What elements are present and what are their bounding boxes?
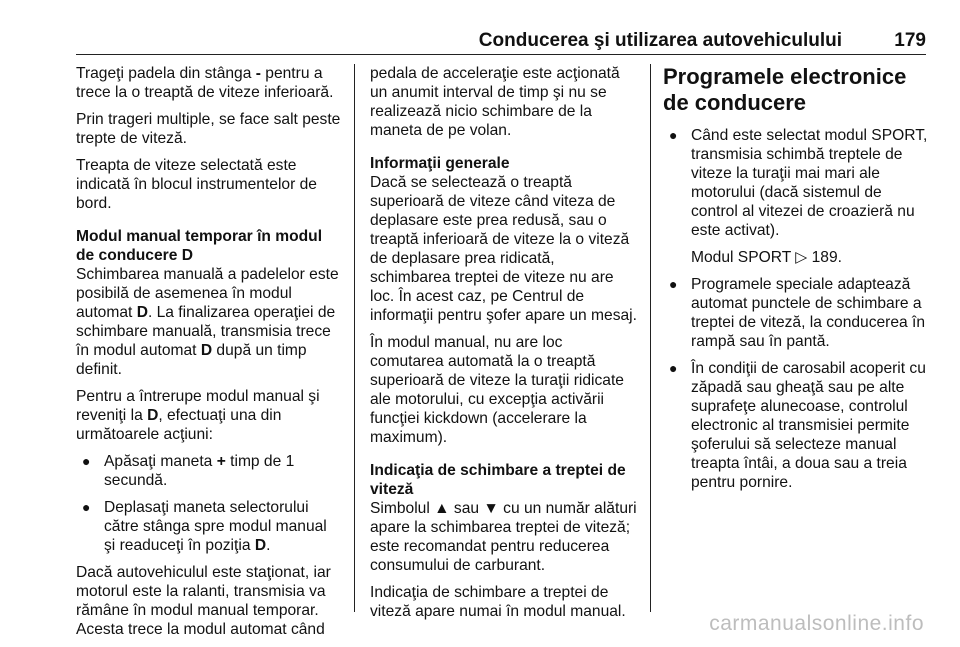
section-title: Programele electronice de conducere (663, 64, 907, 115)
bullet-list (76, 452, 342, 555)
shift-down-icon: ▼ (483, 500, 499, 517)
cross-reference[interactable] (691, 248, 928, 267)
text: Schimbarea manuală a padelelor este posibilă de asemenea în modul automat (76, 266, 339, 321)
text: Când este selectat modul SPORT, transmisia schimbă treptele de viteze la turaţii mai mari ale motorului (dacă sistemul de control al vitezei de croazieră nu este activat). (691, 127, 928, 239)
bullet-icon: ● (82, 499, 91, 515)
subheading: Modul manual temporar în modul de conducere D (76, 228, 323, 264)
text: În condiţii de carosabil acoperit cu zăpadă sau gheaţă sau pe alte suprafeţe alunecoase, controlul electronic al transmisiei permite şoferului să selecteze manual treapta întâi, a doua sau a treia pentru pornire. (691, 360, 926, 491)
text: pentru a trece la o treaptă de viteze inferioară. (76, 65, 334, 101)
paragraph: pedala de acceleraţie este acţionată un anumit interval de timp şi nu se realizează nicio schimbare de la maneta de pe volan. (370, 65, 620, 139)
text: Simbolul (370, 500, 435, 517)
page-reference-icon: ▷ (795, 249, 808, 266)
text: , efectuaţi una din următoarele acţiuni: (76, 407, 282, 443)
text: Pentru a întrerupe modul manual şi reveniţi la (76, 388, 320, 424)
bullet-icon: ● (669, 360, 678, 376)
paragraph (76, 64, 342, 102)
section-block (370, 461, 638, 575)
column-divider-1 (354, 64, 355, 612)
list-item (663, 275, 928, 351)
text: după un timp definit. (76, 342, 307, 378)
column-3 (663, 64, 928, 500)
subheading: Informaţii generale (370, 155, 510, 172)
mode-d: D (136, 304, 148, 321)
mode-d: D (200, 342, 213, 359)
list-item (76, 452, 342, 490)
column-2 (370, 64, 638, 629)
section-block (370, 154, 638, 325)
header-title: Conducerea şi utilizarea autovehiculului (478, 30, 842, 51)
shift-up-icon: ▲ (434, 500, 450, 517)
paragraph: Prin trageri multiple, se face salt peste trepte de viteză. (76, 111, 341, 147)
text: Deplasaţi maneta selectorului către stânga spre modul manual şi readuceţi în poziţia (104, 499, 327, 554)
text: . La finalizarea operaţiei de schimbare manuală, transmisia trece în modul automat (76, 304, 336, 359)
text: Programele speciale adaptează automat punctele de schimbare a treptei de viteză, la conducerea în rampă sau în pantă. (691, 276, 926, 350)
text: 189. (807, 249, 842, 266)
text: timp de 1 secundă. (104, 453, 295, 489)
section-block (76, 227, 342, 379)
list-item (663, 126, 928, 267)
mode-d: D (254, 537, 267, 554)
paragraph: Indicaţia de schimbare a treptei de viteză apare numai în modul manual. (370, 584, 626, 620)
paragraph: Dacă autovehiculul este staţionat, iar motorul este la ralanti, transmisia va rămâne în modul manual temporar. Acesta trece la modul automat când (76, 564, 331, 638)
text: sau (449, 500, 484, 517)
column-divider-2 (650, 64, 651, 612)
bullet-list (663, 126, 928, 492)
mode-d: D (147, 407, 159, 424)
plus-symbol: + (216, 453, 226, 470)
minus-symbol: - (255, 65, 261, 82)
text: Apăsaţi maneta (104, 453, 217, 470)
paragraph: În modul manual, nu are loc comutarea automată la o treaptă superioară de viteze la turaţii ridicate ale motorului, cu excepţia activării funcţiei kickdown (accelerare la maximum). (370, 334, 624, 446)
paragraph (76, 387, 342, 444)
bullet-icon: ● (669, 127, 678, 143)
paragraph: Treapta de viteze selectată este indicată în blocul instrumentelor de bord. (76, 157, 317, 212)
text: cu un număr alături apare la schimbarea treptei de viteză; este recomandat pentru reducerea consumului de carburant. (370, 500, 637, 574)
bullet-icon: ● (82, 453, 91, 469)
watermark: carmanualsonline.info (709, 612, 924, 635)
page-header (76, 26, 926, 55)
text: Modul SPORT (691, 249, 796, 266)
text: Dacă se selectează o treaptă superioară de viteze când viteza de deplasare este prea redusă, sau o treaptă inferioară de viteze la o viteză de deplasare prea ridicată, schimbarea treptei de viteze nu are loc. În acest caz, pe Centrul de informaţii pentru şofer apare un mesaj. (370, 174, 637, 324)
page-number: 179 (894, 30, 926, 51)
column-1 (76, 64, 342, 647)
subheading: Indicaţia de schimbare a treptei de viteză (370, 462, 626, 498)
text: Trageţi padela din stânga (76, 65, 256, 82)
bullet-icon: ● (669, 276, 678, 292)
list-item (76, 498, 342, 555)
text: . (266, 537, 271, 554)
list-item (663, 359, 928, 492)
